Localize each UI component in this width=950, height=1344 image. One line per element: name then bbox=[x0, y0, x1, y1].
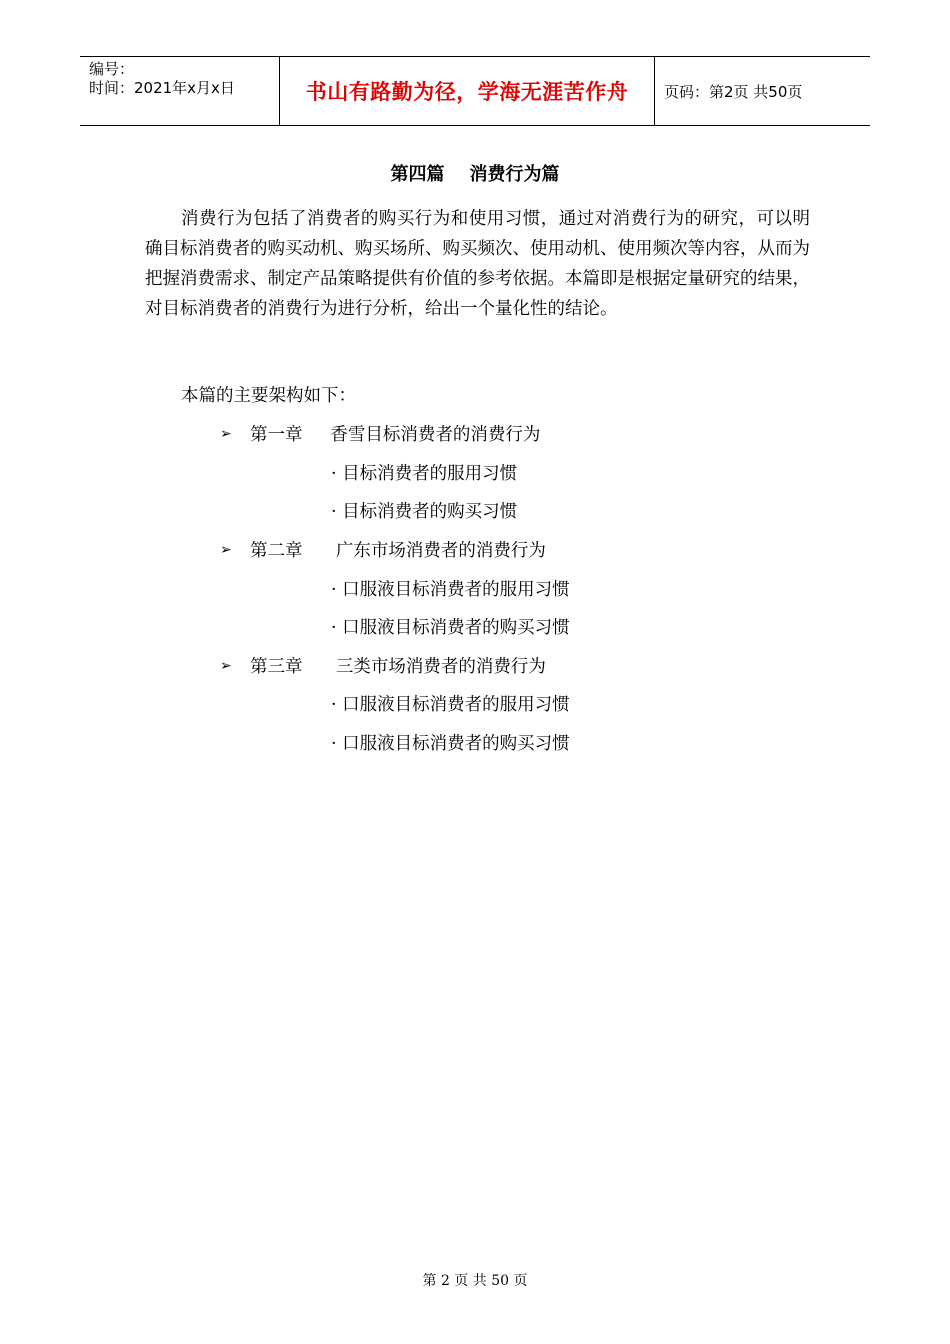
page-header bbox=[80, 56, 870, 126]
arrow-bullet-icon: ➢ bbox=[220, 657, 232, 674]
arrow-bullet-icon: ➢ bbox=[220, 425, 232, 442]
header-motto: 书山有路勤为径，学海无涯苦作舟 bbox=[280, 57, 655, 125]
chapter-subitem: · 口服液目标消费者的服用习惯 bbox=[331, 580, 570, 600]
chapter-subitem: · 目标消费者的服用习惯 bbox=[331, 464, 518, 484]
page-footer: 第 2 页 共 50 页 bbox=[422, 1273, 528, 1289]
chapter-subitem: · 口服液目标消费者的购买习惯 bbox=[331, 618, 570, 638]
header-meta bbox=[80, 57, 280, 125]
document-date-label: 时间：2021年x月x日 bbox=[89, 79, 235, 97]
chapter-subitem: · 口服液目标消费者的服用习惯 bbox=[331, 695, 570, 715]
chapter-label: 第二章 广东市场消费者的消费行为 bbox=[250, 541, 546, 561]
document-number-label: 编号： bbox=[89, 60, 135, 78]
arrow-bullet-icon: ➢ bbox=[220, 541, 232, 558]
chapter-item bbox=[220, 421, 540, 446]
chapter-label: 第一章 香雪目标消费者的消费行为 bbox=[250, 425, 541, 445]
outline-intro: 本篇的主要架构如下： bbox=[181, 386, 356, 406]
chapter-item bbox=[220, 537, 546, 562]
chapter-label: 第三章 三类市场消费者的消费行为 bbox=[250, 657, 546, 677]
body-paragraph: 消费行为包括了消费者的购买行为和使用习惯，通过对消费行为的研究，可以明确目标消费者的购买动机、购买场所、购买频次、使用动机、使用频次等内容，从而为把握消费需求、制定产品策略提供有价值的参考依据。本篇即是根据定量研究的结果，对目标消费者的消费行为进行分析，给出一个量化性的结论。 bbox=[145, 209, 810, 319]
chapter-subitem: · 目标消费者的购买习惯 bbox=[331, 502, 518, 522]
chapter-subitem: · 口服液目标消费者的购买习惯 bbox=[331, 734, 570, 754]
header-page-info: 页码：第2页 共50页 bbox=[664, 82, 803, 101]
chapter-item bbox=[220, 653, 546, 678]
section-title: 第四篇 消费行为篇 bbox=[390, 164, 560, 185]
